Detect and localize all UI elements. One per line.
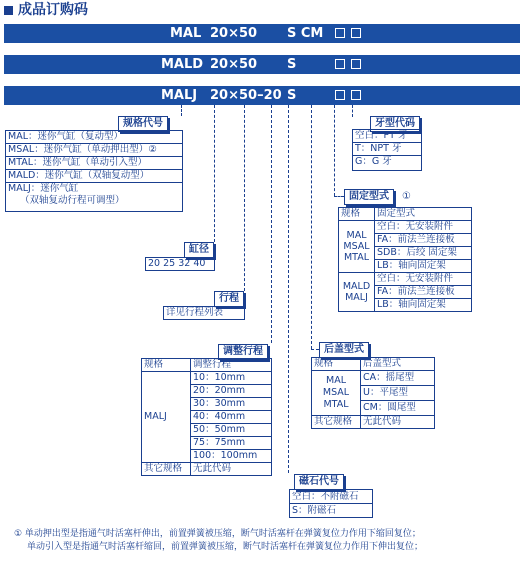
adjust-row: 100：100mm xyxy=(191,450,272,463)
spec-code-row: MAL：迷你气缸（复动型） xyxy=(6,131,182,144)
mount-type-label xyxy=(344,189,394,205)
rear-row: U：平尾型 xyxy=(361,386,435,401)
adjust-row: 10：10mm xyxy=(191,372,272,385)
order-code-bar-mal xyxy=(4,24,520,43)
thread-code-label: 牙型代码 xyxy=(370,116,420,132)
rear-model: MTAL xyxy=(323,399,349,410)
mount-row: FA：前法兰连接板 xyxy=(375,234,472,247)
connector-line xyxy=(311,349,319,350)
placeholder-square-icon xyxy=(335,28,345,38)
thread-row: 空白：PT 牙 xyxy=(353,130,421,143)
bar-model: MALD xyxy=(161,57,204,72)
mount-group1-models xyxy=(339,221,375,273)
adjust-other-value: 无此代码 xyxy=(191,463,272,476)
thread-row: T：NPT 牙 xyxy=(353,143,421,156)
adjust-row: 30：30mm xyxy=(191,398,272,411)
connector-line xyxy=(334,105,335,196)
bar-tail: S xyxy=(287,88,297,103)
rear-model: MAL xyxy=(326,375,346,386)
mount-row: 空白：无安装附件 xyxy=(375,273,472,286)
thread-row: G：G 牙 xyxy=(355,156,392,167)
mount-model: MTAL xyxy=(343,252,370,263)
spec-code-row: MSAL：迷你气缸（单动押出型）② xyxy=(6,144,182,157)
footnote-2: 单动引入型是指通气时活塞杆缩回，前置弹簧被压缩，断气时活塞杆在弹簧复位力作用下伸出复位； xyxy=(27,542,424,552)
bar-model: MALJ xyxy=(161,88,198,103)
placeholder-square-icon xyxy=(351,59,361,69)
rear-cover-table xyxy=(311,357,435,429)
spec-code-row: MTAL：迷你气缸（单动引入型） xyxy=(6,157,182,170)
mount-row: 空白：无安装附件 xyxy=(375,221,472,234)
rear-head-type: 后盖型式 xyxy=(361,358,435,371)
bar-spec: 20×50 xyxy=(210,26,258,41)
connector-line xyxy=(271,105,272,343)
spec-code-label: 规格代号 xyxy=(118,116,168,132)
mount-model: MSAL xyxy=(343,241,370,252)
mount-row: FA：前法兰连接板 xyxy=(375,286,472,299)
stroke-label: 行程 xyxy=(214,291,244,307)
bore-values: 20 25 32 40 xyxy=(145,257,215,271)
spec-code-row: （双轴复动行程可调型） xyxy=(20,195,125,206)
bar-tail: S xyxy=(287,57,297,72)
order-code-bar-mald xyxy=(4,55,520,74)
rear-model: MSAL xyxy=(322,387,350,398)
adjust-other-label: 其它规格 xyxy=(142,463,191,476)
spec-code-row: MALD：迷你气缸（双轴复动型） xyxy=(6,170,182,183)
mount-group2-models xyxy=(339,273,375,312)
magnet-row: 空白：不附磁石 xyxy=(290,490,372,504)
adjust-head-stroke: 调整行程 xyxy=(191,359,272,372)
rear-other-label: 其它规格 xyxy=(312,416,361,429)
mount-model: MALD xyxy=(342,281,371,292)
connector-line xyxy=(311,105,312,349)
magnet-code-label: 磁石代号 xyxy=(294,474,344,490)
adjust-model: MALJ xyxy=(142,372,191,463)
mount-model: MALJ xyxy=(345,292,368,303)
connector-line xyxy=(288,105,289,473)
magnet-code-box xyxy=(289,489,373,518)
bar-spec: 20×50 xyxy=(210,57,258,72)
connector-line xyxy=(334,196,344,197)
order-code-bar-malj xyxy=(4,86,520,105)
bar-spec: 20×50–20 xyxy=(210,88,282,103)
spec-code-row: MALJ：迷你气缸 xyxy=(8,183,79,194)
thread-code-box xyxy=(352,129,422,171)
connector-line xyxy=(352,105,353,117)
title-square-icon xyxy=(4,6,13,15)
mount-head-type: 固定型式 xyxy=(375,208,472,221)
mount-row: LB：轴向固定架 xyxy=(375,260,472,273)
adjust-row: 40：40mm xyxy=(191,411,272,424)
adjust-stroke-table xyxy=(141,358,272,476)
adjust-row: 50：50mm xyxy=(191,424,272,437)
placeholder-square-icon xyxy=(351,28,361,38)
mount-head-spec: 规格 xyxy=(339,208,375,221)
rear-row: CA：摇尾型 xyxy=(361,371,435,386)
mount-type-label-text: 固定型式 xyxy=(349,191,389,202)
rear-cover-label: 后盖型式 xyxy=(319,342,369,358)
footnote-1: ① 单动押出型是指通气时活塞杆伸出，前置弹簧被压缩，断气时活塞杆在弹簧复位力作用下缩回复位； xyxy=(14,529,421,539)
spec-code-box xyxy=(5,130,183,212)
placeholder-square-icon xyxy=(335,59,345,69)
placeholder-square-icon xyxy=(351,90,361,100)
mount-row: LB：轴向固定架 xyxy=(375,299,472,312)
mount-model: MAL xyxy=(346,230,367,241)
mount-type-note-mark: ① xyxy=(402,191,411,202)
magnet-row: S：附磁石 xyxy=(292,505,337,516)
page-title: 成品订购码 xyxy=(18,2,88,18)
rear-row: CM：圆尾型 xyxy=(361,401,435,416)
adjust-row: 20：20mm xyxy=(191,385,272,398)
connector-line xyxy=(214,105,215,242)
mount-row: SDB：后绞 固定架 xyxy=(375,247,472,260)
stroke-value: 详见行程列表 xyxy=(163,306,245,320)
rear-head-spec: 规格 xyxy=(312,358,361,371)
rear-other-value: 无此代码 xyxy=(361,416,435,429)
placeholder-square-icon xyxy=(335,90,345,100)
bar-model: MAL xyxy=(170,26,202,41)
bar-tail: S CM xyxy=(287,26,324,41)
adjust-row: 75：75mm xyxy=(191,437,272,450)
connector-line xyxy=(181,105,182,116)
rear-models xyxy=(312,371,361,416)
adjust-stroke-label: 调整行程 xyxy=(218,344,268,360)
bore-label: 缸径 xyxy=(184,242,214,258)
mount-type-table xyxy=(338,207,472,312)
connector-line xyxy=(244,105,245,291)
adjust-head-spec: 规格 xyxy=(142,359,191,372)
